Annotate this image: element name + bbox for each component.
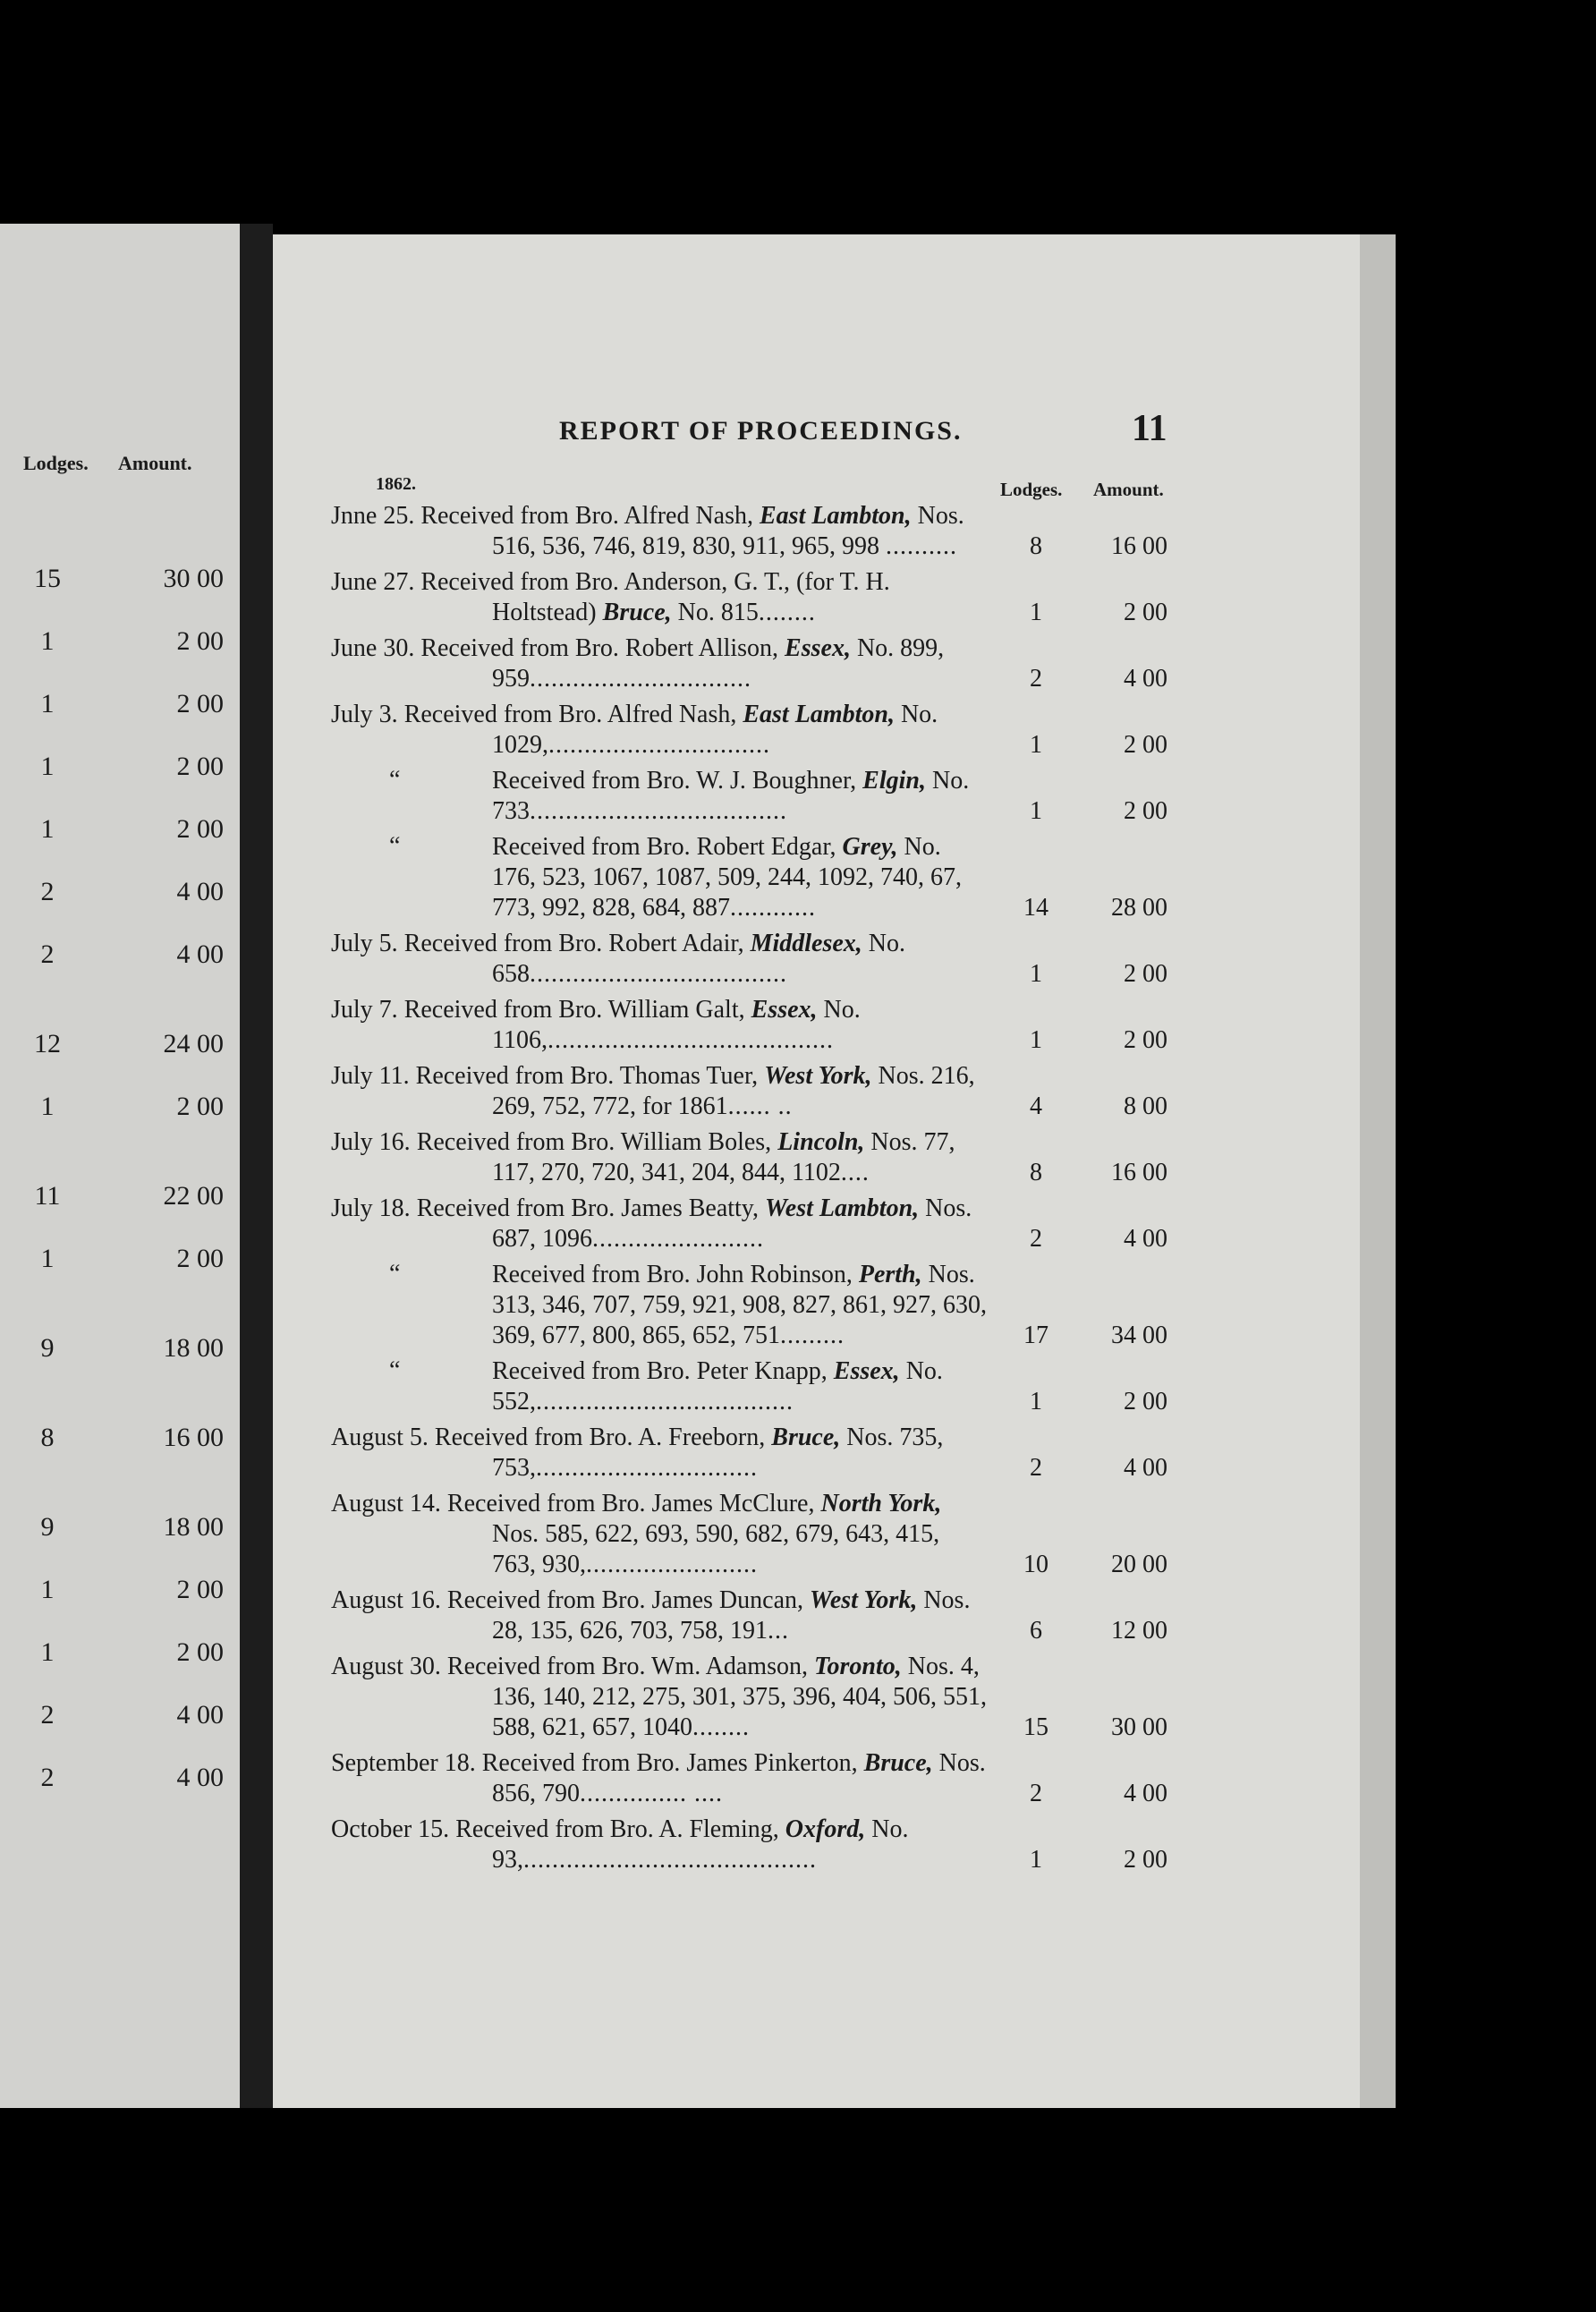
entry-lodge-numbers: No. 1106, bbox=[492, 996, 861, 1054]
entry-date: July 5. bbox=[331, 930, 398, 957]
page-title: REPORT OF PROCEEDINGS. bbox=[559, 416, 963, 446]
left-row-amount: 16 00 bbox=[163, 1423, 224, 1452]
entry-amount: 16 00 bbox=[1111, 1159, 1167, 1186]
entry-county: Bruce, bbox=[771, 1424, 841, 1451]
entry-county: West York, bbox=[764, 1062, 872, 1090]
left-row-amount: 2 00 bbox=[176, 1637, 224, 1667]
left-table-row bbox=[0, 626, 240, 662]
ledger-entry bbox=[331, 1815, 1190, 1875]
entry-lodges: 15 bbox=[1023, 1713, 1048, 1741]
left-row-lodges: 1 bbox=[40, 752, 55, 781]
entry-text bbox=[331, 1061, 989, 1122]
ledger-entry bbox=[331, 501, 1190, 562]
left-row-lodges: 1 bbox=[40, 814, 55, 844]
entry-text bbox=[331, 1652, 989, 1743]
entry-description: Received from Bro. Alfred Nash, bbox=[420, 502, 760, 530]
left-table-row bbox=[0, 752, 240, 787]
entry-county: Bruce, bbox=[602, 599, 672, 626]
ledger-entry bbox=[331, 1061, 1190, 1122]
leader-dots: .... bbox=[840, 1159, 870, 1186]
entry-date: August 5. bbox=[331, 1424, 429, 1451]
entry-lodge-numbers: No. 1029, bbox=[492, 701, 938, 759]
entry-lodges: 17 bbox=[1023, 1322, 1048, 1349]
entry-county: Essex, bbox=[751, 996, 818, 1024]
entry-date: August 14. bbox=[331, 1490, 441, 1517]
leader-dots: ............... .... bbox=[580, 1780, 723, 1807]
leader-dots: .................................... bbox=[536, 1388, 794, 1415]
left-row-lodges: 9 bbox=[40, 1333, 55, 1363]
entry-amount: 20 00 bbox=[1111, 1551, 1167, 1578]
entry-date: July 18. bbox=[331, 1194, 411, 1222]
ledger-entry bbox=[331, 633, 1190, 694]
entry-text bbox=[331, 1356, 989, 1417]
ledger-entry bbox=[331, 1585, 1190, 1646]
left-table-row bbox=[0, 939, 240, 975]
left-row-lodges: 2 bbox=[40, 1700, 55, 1730]
ledger-entry bbox=[331, 995, 1190, 1056]
entry-text bbox=[331, 1489, 989, 1580]
entry-county: Grey, bbox=[842, 833, 898, 861]
entry-amount: 4 00 bbox=[1124, 665, 1167, 693]
left-row-lodges: 1 bbox=[40, 1244, 55, 1273]
book-spine bbox=[240, 224, 273, 2108]
entry-county: Perth, bbox=[858, 1261, 922, 1288]
entry-text bbox=[331, 1127, 989, 1188]
left-row-amount: 2 00 bbox=[176, 1092, 224, 1121]
left-row-lodges: 1 bbox=[40, 626, 55, 656]
entry-lodges: 1 bbox=[1030, 1026, 1042, 1054]
col-lodges-header: Lodges. bbox=[1000, 479, 1063, 500]
entry-lodge-numbers: Nos. 735, 753, bbox=[492, 1424, 944, 1482]
entry-lodges: 10 bbox=[1023, 1551, 1048, 1578]
entry-text bbox=[331, 929, 989, 990]
entry-description: Received from Bro. James Pinkerton, bbox=[481, 1749, 864, 1777]
left-row-lodges: 1 bbox=[40, 1575, 55, 1604]
ledger-entry bbox=[331, 1260, 1190, 1351]
entry-date: August 16. bbox=[331, 1586, 441, 1614]
entry-lodge-numbers: Nos. 77, 117, 270, 720, 341, 204, 844, 1102 bbox=[492, 1128, 955, 1186]
entry-amount: 4 00 bbox=[1124, 1780, 1167, 1807]
leader-dots: ............................... bbox=[530, 665, 751, 693]
entry-amount: 2 00 bbox=[1124, 960, 1167, 988]
entry-lodges: 2 bbox=[1030, 665, 1042, 693]
left-table-row bbox=[0, 689, 240, 725]
entry-lodges: 1 bbox=[1030, 1388, 1042, 1415]
ledger-entry bbox=[331, 832, 1190, 923]
entry-lodges: 4 bbox=[1030, 1092, 1042, 1120]
entry-lodge-numbers: No. 733 bbox=[492, 767, 970, 825]
ditto-mark: “ bbox=[389, 766, 401, 794]
entry-text bbox=[331, 1260, 989, 1351]
entry-county: Middlesex, bbox=[750, 930, 862, 957]
ledger-entry bbox=[331, 1652, 1190, 1743]
left-row-amount: 30 00 bbox=[163, 564, 224, 593]
left-table-row bbox=[0, 1181, 240, 1217]
left-row-amount: 2 00 bbox=[176, 1575, 224, 1604]
ledger-entry bbox=[331, 1194, 1190, 1254]
entry-text bbox=[331, 995, 989, 1056]
left-row-lodges: 15 bbox=[34, 564, 61, 593]
entry-county: Elgin, bbox=[862, 767, 926, 795]
left-table-row bbox=[0, 877, 240, 913]
entry-amount: 8 00 bbox=[1124, 1092, 1167, 1120]
left-row-lodges: 11 bbox=[34, 1181, 61, 1211]
ditto-mark: “ bbox=[389, 1356, 401, 1384]
entry-county: Essex, bbox=[785, 634, 851, 662]
entry-lodge-numbers: Nos. 28, 135, 626, 703, 758, 191 bbox=[492, 1586, 971, 1645]
entry-lodges: 14 bbox=[1023, 894, 1048, 922]
leader-dots: ........ bbox=[758, 599, 816, 626]
entry-lodge-numbers: Nos. 585, 622, 693, 590, 682, 679, 643, 415, 763, 930, bbox=[492, 1520, 940, 1578]
entry-lodge-numbers: Nos. 516, 536, 746, 819, 830, 911, 965, 998 bbox=[492, 502, 964, 560]
year-label: 1862. bbox=[376, 474, 416, 494]
left-row-amount: 18 00 bbox=[163, 1512, 224, 1542]
ledger-entry bbox=[331, 700, 1190, 761]
left-row-amount: 2 00 bbox=[176, 752, 224, 781]
leader-dots: ........................................ bbox=[547, 1026, 834, 1054]
entry-text bbox=[331, 1194, 989, 1254]
entry-date: July 11. bbox=[331, 1062, 410, 1090]
ledger-entry bbox=[331, 567, 1190, 628]
entry-amount: 4 00 bbox=[1124, 1454, 1167, 1482]
ledger-entry bbox=[331, 1423, 1190, 1483]
entry-description: Received from Bro. Robert Edgar, bbox=[492, 833, 843, 861]
entry-county: West Lambton, bbox=[764, 1194, 920, 1222]
left-table-row bbox=[0, 1575, 240, 1611]
entry-description: Received from Bro. James McClure, bbox=[446, 1490, 821, 1517]
ditto-mark: “ bbox=[389, 832, 401, 860]
entry-lodges: 1 bbox=[1030, 599, 1042, 626]
entry-county: North York, bbox=[820, 1490, 942, 1517]
left-table-row bbox=[0, 1029, 240, 1065]
entry-amount: 28 00 bbox=[1111, 894, 1167, 922]
left-row-lodges: 2 bbox=[40, 1763, 55, 1792]
entry-description: Received from Bro. William Galt, bbox=[403, 996, 751, 1024]
left-table-row bbox=[0, 1244, 240, 1279]
leader-dots: ............................... bbox=[548, 731, 770, 759]
left-table-row bbox=[0, 814, 240, 850]
left-row-lodges: 2 bbox=[40, 877, 55, 906]
entry-date: July 7. bbox=[331, 996, 398, 1024]
left-row-amount: 18 00 bbox=[163, 1333, 224, 1363]
entry-text bbox=[331, 1815, 989, 1875]
left-row-amount: 4 00 bbox=[176, 1763, 224, 1792]
left-row-lodges: 1 bbox=[40, 1637, 55, 1667]
left-row-amount: 2 00 bbox=[176, 626, 224, 656]
entry-lodges: 8 bbox=[1030, 1159, 1042, 1186]
entry-description: Received from Bro. Robert Adair, bbox=[403, 930, 751, 957]
leader-dots: ......... bbox=[780, 1322, 845, 1349]
entry-description: Received from Bro. Anderson, G. T., (for T. H. Holtstead) bbox=[420, 568, 890, 626]
entry-amount: 2 00 bbox=[1124, 1846, 1167, 1874]
entry-county: Oxford, bbox=[785, 1815, 866, 1843]
left-row-lodges: 9 bbox=[40, 1512, 55, 1542]
left-table-row bbox=[0, 1333, 240, 1369]
entry-lodges: 8 bbox=[1030, 532, 1042, 560]
entry-lodge-numbers: Nos. 687, 1096 bbox=[492, 1194, 972, 1253]
entry-lodge-numbers: Nos. 4, 136, 140, 212, 275, 301, 375, 396, 404, 506, 551, 588, 621, 657, 1040 bbox=[492, 1653, 987, 1741]
entry-lodges: 2 bbox=[1030, 1780, 1042, 1807]
leader-dots: ........................ bbox=[586, 1551, 758, 1578]
entry-text bbox=[331, 766, 989, 827]
entry-lodge-numbers: Nos. 856, 790 bbox=[492, 1749, 986, 1807]
entries-list bbox=[331, 501, 1190, 1881]
entry-amount: 4 00 bbox=[1124, 1225, 1167, 1253]
left-col-lodges-header: Lodges. bbox=[23, 452, 89, 474]
entry-description: Received from Bro. Thomas Tuer, bbox=[415, 1062, 765, 1090]
left-row-amount: 4 00 bbox=[176, 939, 224, 969]
ledger-entry bbox=[331, 929, 1190, 990]
entry-description: Received from Bro. John Robinson, bbox=[492, 1261, 859, 1288]
left-table-row bbox=[0, 1637, 240, 1673]
entry-text bbox=[331, 567, 989, 628]
entry-lodges: 2 bbox=[1030, 1225, 1042, 1253]
left-row-lodges: 12 bbox=[34, 1029, 61, 1058]
entry-lodge-numbers: No. 658 bbox=[492, 930, 906, 988]
entry-amount: 16 00 bbox=[1111, 532, 1167, 560]
entry-amount: 2 00 bbox=[1124, 1388, 1167, 1415]
entry-lodges: 2 bbox=[1030, 1454, 1042, 1482]
entry-date: October 15. bbox=[331, 1815, 450, 1843]
entry-amount: 2 00 bbox=[1124, 797, 1167, 825]
entry-amount: 34 00 bbox=[1111, 1322, 1167, 1349]
left-row-lodges: 8 bbox=[40, 1423, 55, 1452]
entry-text bbox=[331, 1585, 989, 1646]
left-row-amount: 22 00 bbox=[163, 1181, 224, 1211]
entry-description: Received from Bro. Wm. Adamson, bbox=[446, 1653, 814, 1680]
page-edge bbox=[1360, 234, 1396, 2108]
left-table-row bbox=[0, 1092, 240, 1127]
entry-description: Received from Bro. Peter Knapp, bbox=[492, 1357, 834, 1385]
entry-lodges: 1 bbox=[1030, 960, 1042, 988]
entry-lodge-numbers: No. 176, 523, 1067, 1087, 509, 244, 1092, 740, 67, 773, 992, 828, 684, 887 bbox=[492, 833, 962, 922]
leader-dots: .................................... bbox=[530, 960, 787, 988]
entry-date: June 27. bbox=[331, 568, 415, 596]
left-table-row bbox=[0, 1423, 240, 1458]
entry-description: Received from Bro. James Beatty, bbox=[416, 1194, 765, 1222]
entry-county: East Lambton, bbox=[743, 701, 895, 728]
entry-lodge-numbers: Nos. 313, 346, 707, 759, 921, 908, 827, 861, 927, 630, 369, 677, 800, 865, 652, 751 bbox=[492, 1261, 987, 1349]
entry-description: Received from Bro. James Duncan, bbox=[446, 1586, 811, 1614]
leader-dots: ......................................... bbox=[523, 1846, 817, 1874]
entry-county: Bruce, bbox=[863, 1749, 933, 1777]
entry-lodge-numbers: No. 552, bbox=[492, 1357, 943, 1415]
entry-county: Essex, bbox=[833, 1357, 900, 1385]
page-number: 11 bbox=[1132, 408, 1167, 449]
leader-dots: .......... bbox=[885, 532, 957, 560]
entry-county: Toronto, bbox=[813, 1653, 902, 1680]
left-row-lodges: 2 bbox=[40, 939, 55, 969]
entry-amount: 2 00 bbox=[1124, 731, 1167, 759]
entry-description: Received from Bro. A. Freeborn, bbox=[434, 1424, 772, 1451]
left-row-amount: 4 00 bbox=[176, 877, 224, 906]
entry-date: Jnne 25. bbox=[331, 502, 415, 530]
ledger-entry bbox=[331, 1356, 1190, 1417]
entry-text bbox=[331, 633, 989, 694]
entry-lodge-numbers: No. 93, bbox=[492, 1815, 909, 1874]
entry-lodges: 1 bbox=[1030, 1846, 1042, 1874]
entry-lodge-numbers: No. 815 bbox=[671, 599, 759, 626]
ledger-entry bbox=[331, 766, 1190, 827]
ledger-entry bbox=[331, 1489, 1190, 1580]
left-row-lodges: 1 bbox=[40, 1092, 55, 1121]
entry-amount: 12 00 bbox=[1111, 1617, 1167, 1645]
entry-county: West York, bbox=[810, 1586, 918, 1614]
left-row-amount: 2 00 bbox=[176, 689, 224, 718]
leader-dots: ............ bbox=[730, 894, 816, 922]
entry-date: July 3. bbox=[331, 701, 398, 728]
entry-lodges: 1 bbox=[1030, 731, 1042, 759]
left-row-amount: 24 00 bbox=[163, 1029, 224, 1058]
entry-text bbox=[331, 1748, 989, 1809]
leader-dots: ... bbox=[768, 1617, 789, 1645]
entry-county: Lincoln, bbox=[777, 1128, 865, 1156]
left-row-amount: 2 00 bbox=[176, 814, 224, 844]
leader-dots: .................................... bbox=[530, 797, 787, 825]
leader-dots: ...... .. bbox=[727, 1092, 793, 1120]
entry-description: Received from Bro. Alfred Nash, bbox=[403, 701, 743, 728]
entry-description: Received from Bro. Robert Allison, bbox=[420, 634, 785, 662]
left-row-amount: 4 00 bbox=[176, 1700, 224, 1730]
leader-dots: ........ bbox=[692, 1713, 750, 1741]
ledger-entry bbox=[331, 1748, 1190, 1809]
leader-dots: ........................ bbox=[592, 1225, 764, 1253]
left-row-lodges: 1 bbox=[40, 689, 55, 718]
entry-date: September 18. bbox=[331, 1749, 476, 1777]
left-table-row bbox=[0, 1700, 240, 1736]
entry-amount: 2 00 bbox=[1124, 599, 1167, 626]
entry-lodges: 1 bbox=[1030, 797, 1042, 825]
entry-amount: 2 00 bbox=[1124, 1026, 1167, 1054]
entry-lodge-numbers: Nos. 216, 269, 752, 772, for 1861 bbox=[492, 1062, 975, 1120]
entry-description: Received from Bro. William Boles, bbox=[416, 1128, 778, 1156]
entry-lodges: 6 bbox=[1030, 1617, 1042, 1645]
entry-text bbox=[331, 832, 989, 923]
entry-lodge-numbers: No. 899, 959 bbox=[492, 634, 945, 693]
ledger-entry bbox=[331, 1127, 1190, 1188]
entry-description: Received from Bro. W. J. Boughner, bbox=[492, 767, 863, 795]
ditto-mark: “ bbox=[389, 1260, 401, 1288]
left-table-row bbox=[0, 1763, 240, 1798]
left-table-row bbox=[0, 564, 240, 599]
left-page bbox=[0, 224, 240, 2108]
left-col-amount-header: Amount. bbox=[118, 452, 192, 474]
entry-date: June 30. bbox=[331, 634, 415, 662]
entry-date: July 16. bbox=[331, 1128, 411, 1156]
entry-date: August 30. bbox=[331, 1653, 441, 1680]
left-row-amount: 2 00 bbox=[176, 1244, 224, 1273]
entry-amount: 30 00 bbox=[1111, 1713, 1167, 1741]
left-table-row bbox=[0, 1512, 240, 1548]
entry-text bbox=[331, 501, 989, 562]
entry-text bbox=[331, 700, 989, 761]
entry-text bbox=[331, 1423, 989, 1483]
col-amount-header: Amount. bbox=[1093, 479, 1164, 500]
entry-county: East Lambton, bbox=[760, 502, 912, 530]
entry-description: Received from Bro. A. Fleming, bbox=[455, 1815, 785, 1843]
leader-dots: ............................... bbox=[536, 1454, 758, 1482]
